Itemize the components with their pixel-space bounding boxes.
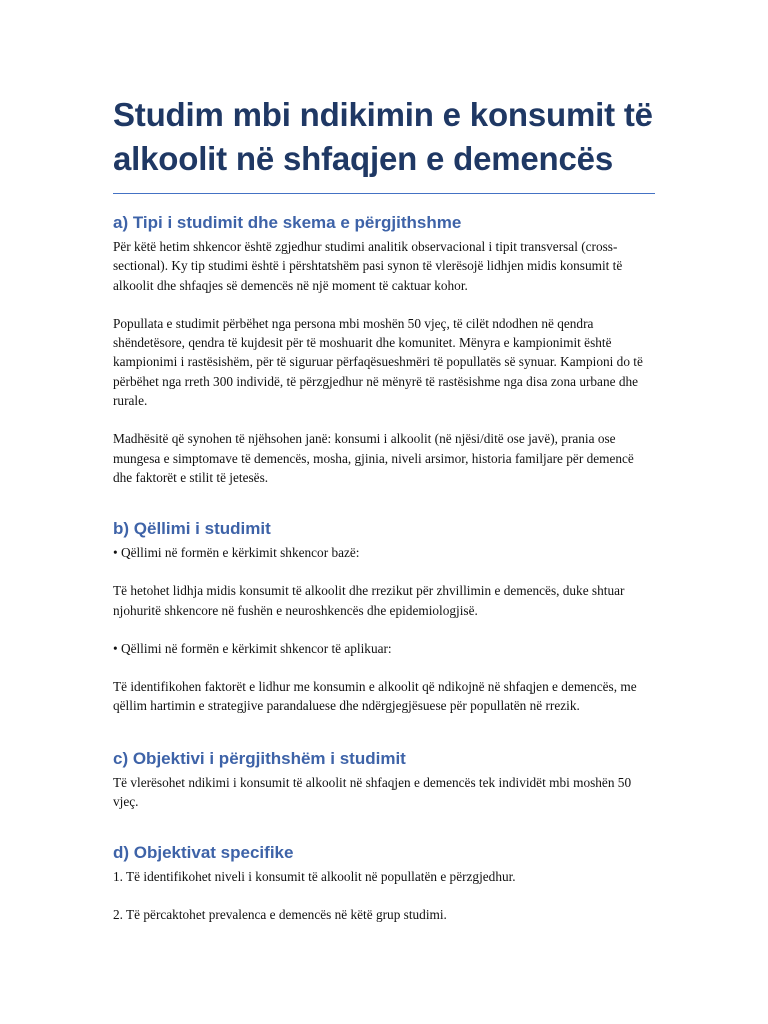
section-heading-c: c) Objektivi i përgjithshëm i studimit (113, 749, 406, 768)
section-heading-a: a) Tipi i studimit dhe skema e përgjithshme (113, 213, 462, 232)
section-specific-objectives (113, 842, 655, 925)
document-title: Studim mbi ndikimin e konsumit të alkoolit në shfaqjen e demencës (113, 96, 653, 177)
objective-item-2: 2. Të përcaktohet prevalenca e demencës në këtë grup studimi. (113, 907, 447, 923)
section-b-bullet-2: • Qëllimi në formën e kërkimit shkencor të aplikuar: (113, 640, 392, 656)
section-study-type (113, 212, 655, 487)
section-general-objective (113, 748, 655, 812)
section-a-paragraph-1: Për këtë hetim shkencor është zgjedhur studimi analitik observacional i tipit transversal (cross-sectional). Ky tip studimi është i përshtatshëm pasi synon të vlerësojë lidhjen midis konsumit të alkoolit dhe shfaqjes së demencës në një moment të caktuar kohor. (113, 239, 623, 293)
title-underline (113, 193, 655, 194)
section-heading-b: b) Qëllimi i studimit (113, 519, 271, 538)
objective-item-1: 1. Të identifikohet niveli i konsumit të alkoolit në popullatën e përzgjedhur. (113, 869, 516, 884)
document-page (113, 0, 655, 923)
section-c-paragraph-1: Të vlerësohet ndikimi i konsumit të alkoolit në shfaqjen e demencës tek individët mbi moshën 50 vjeç. (113, 775, 632, 810)
section-b-bullet-1: • Qëllimi në formën e kërkimit shkencor bazë: (113, 545, 360, 560)
section-study-purpose (113, 518, 655, 716)
section-a-paragraph-2: Popullata e studimit përbëhet nga persona mbi moshën 50 vjeç, të cilët ndodhen në qendra shëndetësore, qendra të kujdesit për të moshuarit dhe komunitet. Mënyra e kampionimit është kampionimi i rastësishëm, për të siguruar përfaqësueshmëri të popullatës së synuar. Kampioni do të përbëhet nga rreth 300 individë, të përzgjedhur në mënyrë të rastësishme nga disa zona urbane dhe rurale. (113, 315, 643, 409)
section-a-paragraph-3: Madhësitë që synohen të njëhsohen janë: konsumi i alkoolit (në njësi/ditë ose javë), prania ose mungesa e simptomave të demencës, mosha, gjinia, niveli arsimor, historia familjare për demencë dhe faktorët e stilit të jetesës. (113, 431, 634, 485)
section-b-paragraph-1: Të hetohet lidhja midis konsumit të alkoolit dhe rrezikut për zhvillimin e demencës, duke shtuar njohuritë shkencore në fushën e neuroshkencës dhe epidemiologjisë. (113, 583, 625, 618)
section-b-paragraph-2: Të identifikohen faktorët e lidhur me konsumin e alkoolit që ndikojnë në shfaqjen e demencës, me qëllim hartimin e strategjive parandaluese dhe ndërgjegjësuese për popullatën në rrezik. (113, 679, 637, 714)
section-heading-d: d) Objektivat specifike (113, 843, 294, 862)
